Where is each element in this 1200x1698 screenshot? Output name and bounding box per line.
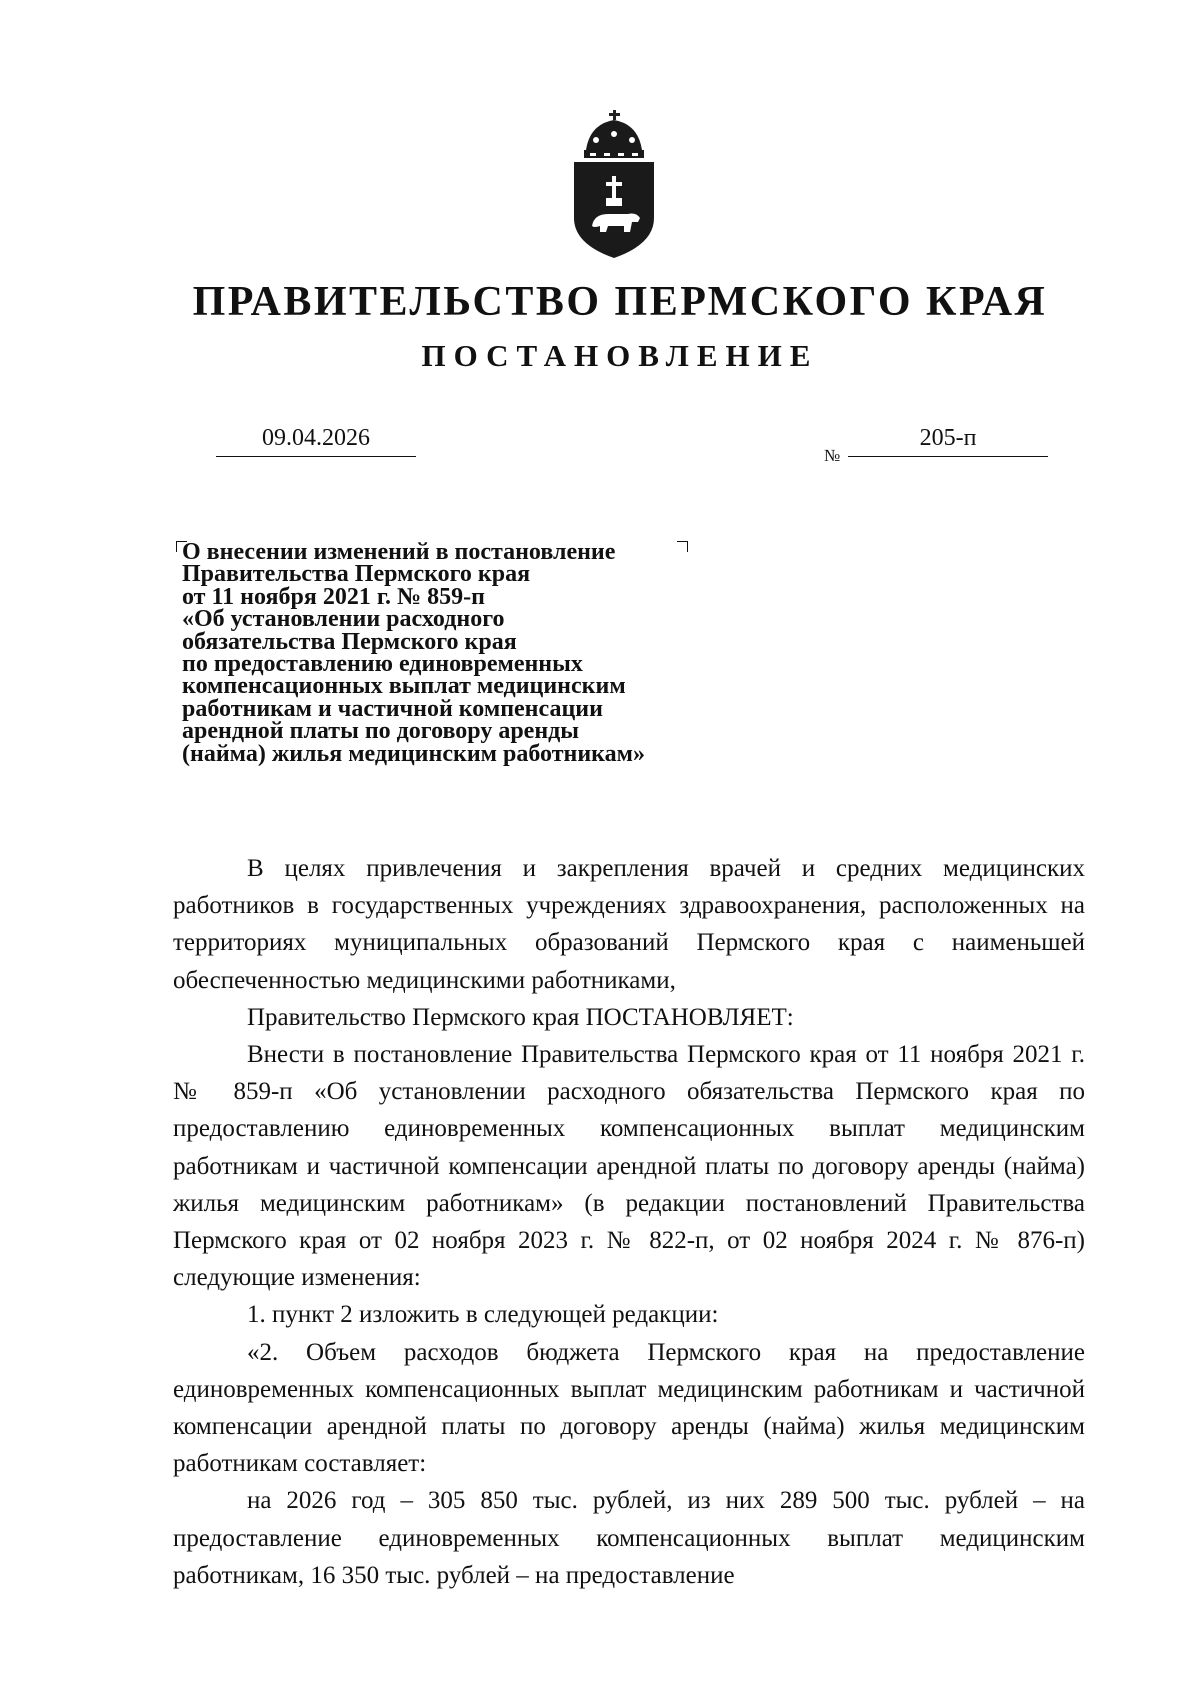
subject-line: по предоставлению единовременных [182, 651, 583, 678]
document-number: 205-п [848, 425, 1048, 457]
organization-title: ПРАВИТЕЛЬСТВО ПЕРМСКОГО КРАЯ [192, 279, 1048, 325]
document-date: 09.04.2026 [216, 425, 416, 457]
body-paragraph: на 2026 год – 305 850 тыс. рублей, из них 289 500 тыс. рублей – на предоставление единовременных компенсационных выплат медицинским работникам, 16 350 тыс. рублей – на предоставление [173, 1487, 1085, 1589]
document-body [173, 850, 1085, 1594]
subject-line: работникам и частичной компенсации [182, 695, 603, 722]
subject-line: обязательства Пермского края [182, 628, 517, 655]
subject-line: от 11 ноября 2021 г. № 859-п [182, 583, 485, 610]
body-paragraph: Правительство Пермского края ПОСТАНОВЛЯЕТ: [247, 1003, 794, 1031]
body-paragraph: «2. Объем расходов бюджета Пермского края на предоставление единовременных компенсационных выплат медицинским работникам и частичной компенсации арендной платы по договору аренды (найма) жилья медицинским работникам составляет: [173, 1338, 1085, 1478]
body-paragraph: В целях привлечения и закрепления врачей и средних медицинских работников в государственных учреждениях здравоохранения, расположенных на территориях муниципальных образований Пермского края с наименьшей обеспеченностью медицинскими работниками, [173, 855, 1085, 994]
coat-of-arms-icon [568, 110, 658, 260]
body-paragraph: Внести в постановление Правительства Пермского края от 11 ноября 2021 г. № 859-п «Об установлении расходного обязательства Пермского края по предоставлению единовременных компенсационных выплат медицинским работникам и частичной компенсации арендной платы по договору аренды (найма) жилья медицинским работникам» (в редакции постановлений Правительства Пермского края от 02 ноября 2023 г. № 822-п, от 02 ноября 2024 г. № 876-п) следующие изменения: [173, 1041, 1085, 1292]
document-subject [182, 541, 702, 765]
document-type-title: ПОСТАНОВЛЕНИЕ [421, 338, 819, 373]
subject-line: Правительства Пермского края [182, 561, 531, 588]
subject-line: (найма) жилья медицинским работникам» [182, 740, 645, 767]
subject-line: «Об установлении расходного [182, 606, 505, 633]
body-paragraph: 1. пункт 2 изложить в следующей редакции: [247, 1301, 719, 1329]
subject-line: компенсационных выплат медицинским [182, 673, 626, 700]
number-sign: № [824, 446, 841, 465]
subject-line: О внесении изменений в постановление [182, 539, 616, 565]
subject-line: арендной платы по договору аренды [182, 718, 580, 745]
